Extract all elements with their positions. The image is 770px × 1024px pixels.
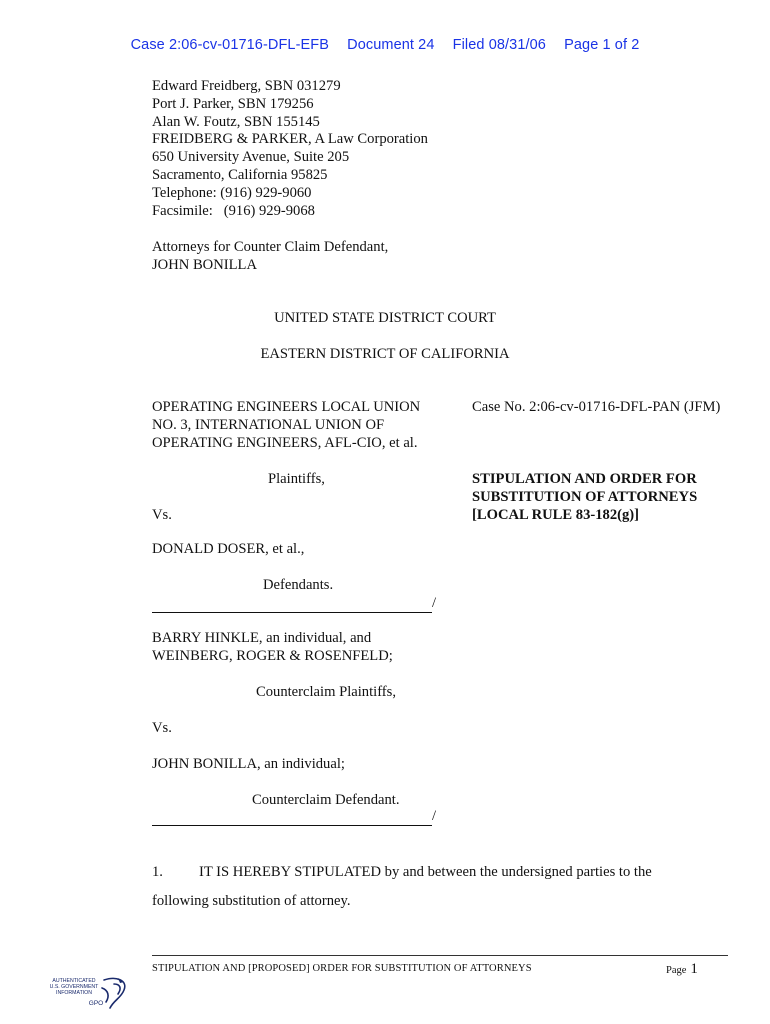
plaintiff-names bbox=[152, 399, 420, 452]
seal-text-line: GPO bbox=[88, 1000, 104, 1007]
paragraph-line: IT IS HEREBY STIPULATED by and between the undersigned parties to the bbox=[199, 864, 652, 880]
firm-address: 650 University Avenue, Suite 205 bbox=[152, 149, 350, 166]
seal-text-line: U.S. GOVERNMENT bbox=[49, 984, 99, 990]
versus-label: Vs. bbox=[152, 507, 172, 523]
caption-divider bbox=[152, 825, 432, 826]
caption-divider bbox=[152, 612, 432, 613]
attorney-block bbox=[152, 78, 428, 220]
ecf-header bbox=[0, 37, 770, 53]
counter-plaintiff-line: BARRY HINKLE, an individual, and bbox=[152, 630, 372, 646]
firm-name: FREIDBERG & PARKER, A Law Corporation bbox=[152, 131, 428, 148]
document-title-line: STIPULATION AND ORDER FOR bbox=[472, 471, 697, 487]
plaintiff-line: OPERATING ENGINEERS LOCAL UNION bbox=[152, 399, 421, 415]
footer-title: STIPULATION AND [PROPOSED] ORDER FOR SUBSTITUTION OF ATTORNEYS bbox=[152, 963, 532, 974]
caption-slash: / bbox=[432, 595, 437, 611]
plaintiffs-label: Plaintiffs, bbox=[268, 471, 325, 487]
case-number: Case No. 2:06-cv-01716-DFL-PAN (JFM) bbox=[472, 399, 721, 415]
court-district: EASTERN DISTRICT OF CALIFORNIA bbox=[260, 346, 510, 362]
defendants-label: Defendants. bbox=[263, 577, 334, 593]
document-title bbox=[472, 471, 697, 524]
attorneys-for bbox=[152, 239, 388, 275]
firm-city: Sacramento, California 95825 bbox=[152, 166, 328, 183]
footer-page-value: 1 bbox=[690, 961, 698, 977]
defendant-name: DONALD DOSER, et al., bbox=[152, 541, 305, 557]
attorney-line: Port J. Parker, SBN 179256 bbox=[152, 95, 314, 112]
attorney-line: Edward Freidberg, SBN 031279 bbox=[152, 78, 341, 94]
court-name: UNITED STATE DISTRICT COURT bbox=[274, 310, 496, 326]
header-filed-date: Filed 08/31/06 bbox=[452, 37, 546, 53]
attorneys-for-client: JOHN BONILLA bbox=[152, 256, 257, 273]
header-document-number: Document 24 bbox=[347, 37, 435, 53]
counterclaim-defendant-label: Counterclaim Defendant. bbox=[252, 792, 400, 808]
footer-rule bbox=[152, 955, 728, 956]
seal-text-line: AUTHENTICATED bbox=[52, 978, 96, 984]
versus-label: Vs. bbox=[152, 720, 172, 736]
footer-page-number bbox=[666, 960, 698, 978]
plaintiff-line: OPERATING ENGINEERS, AFL-CIO, et al. bbox=[152, 434, 418, 451]
gpo-authentication-seal bbox=[44, 976, 134, 1012]
counter-plaintiff-names bbox=[152, 630, 393, 666]
header-page-count: Page 1 of 2 bbox=[564, 37, 640, 53]
counter-plaintiff-line: WEINBERG, ROGER & ROSENFELD; bbox=[152, 647, 393, 664]
gpo-eagle-icon bbox=[44, 976, 134, 1012]
attorneys-for-line: Attorneys for Counter Claim Defendant, bbox=[152, 239, 389, 255]
paragraph-number: 1. bbox=[152, 864, 163, 880]
footer-page-label: Page bbox=[666, 965, 687, 976]
document-title-line: SUBSTITUTION OF ATTORNEYS bbox=[472, 488, 698, 505]
counter-defendant-name: JOHN BONILLA, an individual; bbox=[152, 756, 345, 772]
paragraph-line: following substitution of attorney. bbox=[152, 893, 351, 909]
seal-text-line: INFORMATION bbox=[56, 990, 92, 996]
firm-telephone: Telephone: (916) 929-9060 bbox=[152, 184, 312, 201]
header-case-number: Case 2:06-cv-01716-DFL-EFB bbox=[130, 37, 330, 53]
document-title-line: [LOCAL RULE 83-182(g)] bbox=[472, 506, 640, 523]
caption-slash: / bbox=[432, 808, 437, 824]
counterclaim-plaintiffs-label: Counterclaim Plaintiffs, bbox=[256, 684, 396, 700]
attorney-line: Alan W. Foutz, SBN 155145 bbox=[152, 113, 320, 130]
firm-facsimile: Facsimile: (916) 929-9068 bbox=[152, 202, 315, 219]
plaintiff-line: NO. 3, INTERNATIONAL UNION OF bbox=[152, 416, 385, 433]
